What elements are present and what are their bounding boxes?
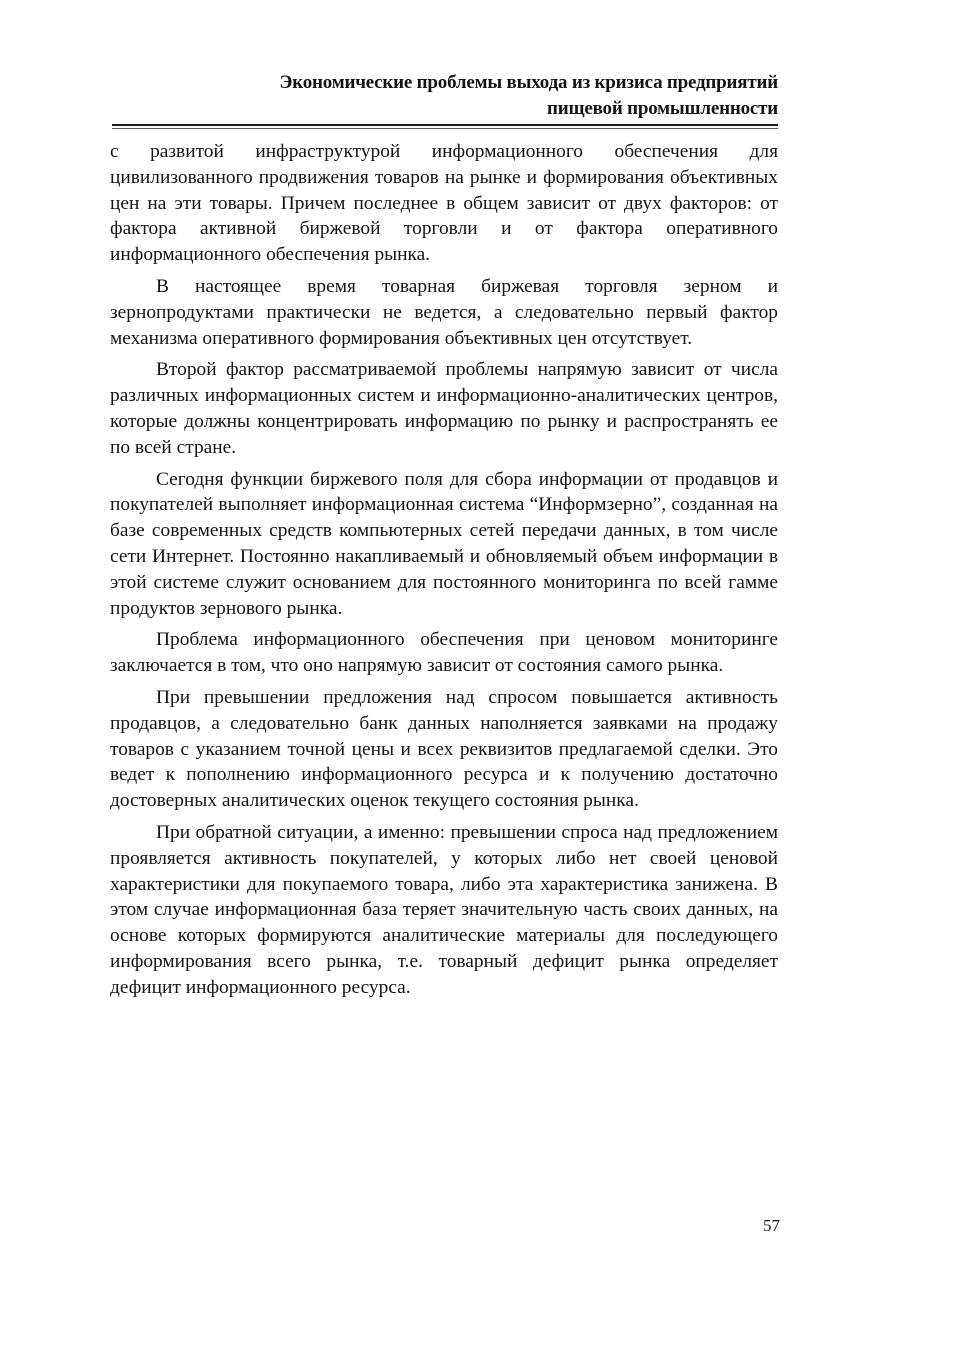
paragraph-4: Сегодня функции биржевого поля для сбора информации от продавцов и покупателей выполняет информационная система “Информзерно”, созданная на базе современных средств компьютерных сетей передачи данных, в том числе сети Интернет. Постоянно накапливаемый и обновляемый объем информации в этой системе служит основанием для постоянного мониторинга по всей гамме продуктов зернового рынка. xyxy=(110,468,778,619)
header-title-line-1: Экономические проблемы выхода из кризиса предприятий xyxy=(279,72,778,93)
paragraph-7: При обратной ситуации, а именно: превышении спроса над предложением проявляется активность покупателей, у которых либо нет своей ценовой характеристики для покупаемого товара, либо эта характеристика занижена. В этом случае информационная база теряет значительную часть своих данных, на основе которых формируются аналитические материалы для последующего информирования всего рынка, т.е. товарный дефицит рынка определяет дефицит информационного ресурса. xyxy=(110,821,778,998)
paragraph-2: В настоящее время товарная биржевая торговля зерном и зернопродуктами практически не ведется, а следовательно первый фактор механизма оперативного формирования объективных цен отсутствует. xyxy=(110,275,778,349)
page-number: 57 xyxy=(763,1216,780,1235)
paragraph-1: с развитой инфраструктурой информационного обеспечения для цивилизованного продвижения товаров на рынке и формирования объективных цен на эти товары. Причем последнее в общем зависит от двух факторов: от фактора активной биржевой торговли и от фактора оперативного информационного обеспечения рынка. xyxy=(110,141,778,266)
body-text xyxy=(110,139,778,1007)
header-rule xyxy=(112,124,778,126)
header-title-line-2: пищевой промышленности xyxy=(547,98,778,119)
running-header xyxy=(110,70,778,122)
paragraph-5: Проблема информационного обеспечения при ценовом мониторинге заключается в том, что оно напрямую зависит от состояния самого рынка. xyxy=(110,629,778,677)
paragraph-3: Второй фактор рассматриваемой проблемы напрямую зависит от числа различных информационных систем и информационно-аналитических центров, которые должны концентрировать информацию по рынку и распространять ее по всей стране. xyxy=(110,359,778,458)
header-rule-thin xyxy=(112,128,778,129)
paragraph-6: При превышении предложения над спросом повышается активность продавцов, а следовательно банк данных наполняется заявками на продажу товаров с указанием точной цены и всех реквизитов предлагаемой сделки. Это ведет к пополнению информационного ресурса и к получению достаточно достоверных аналитических оценок текущего состояния рынка. xyxy=(110,686,778,812)
